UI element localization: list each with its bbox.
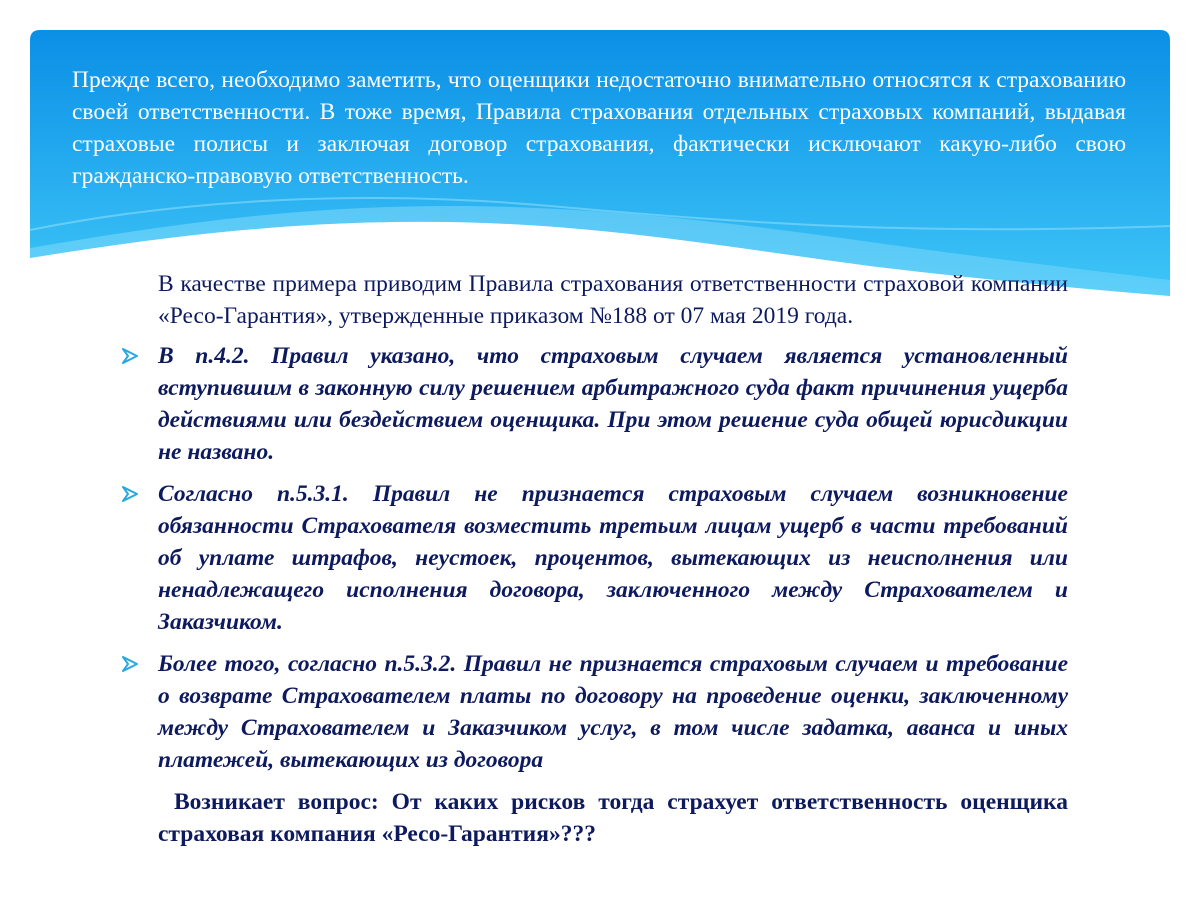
list-item-text: Более того, согласно п.5.3.2. Правил не признается страховым случаем и требование о возврате Страхователем платы по договору на проведение оценки, заключенному между Страхователем и Заказчиком услуг, в том числе задатка, аванса и иных платежей, вытекающих из договора (158, 651, 1068, 773)
question-text: Возникает вопрос: От каких рисков тогда страхует ответственность оценщика страховая компания «Ресо-Гарантия»??? (158, 789, 1068, 847)
rules-list (122, 340, 1068, 776)
list-item (122, 478, 1068, 638)
arrow-bullet-icon (122, 486, 140, 502)
arrow-bullet-icon (122, 348, 140, 364)
question-paragraph (122, 786, 1068, 850)
lead-paragraph: В качестве примера приводим Правила страхования ответственности страховой компании «Ресо-Гарантия», утвержденные приказом №188 от 07 мая 2019 года. (158, 271, 1068, 329)
list-item (122, 340, 1068, 468)
main-content (122, 268, 1068, 850)
list-item-text: Согласно п.5.3.1. Правил не признается страховым случаем возникновение обязанности Страхователя возместить третьим лицам ущерб в части требований об уплате штрафов, неустоек, процентов, вытекающих из неисполнения или ненадлежащего исполнения договора, заключенного между Страхователем и Заказчиком. (158, 481, 1068, 635)
list-item (122, 648, 1068, 776)
list-item-text: В п.4.2. Правил указано, что страховым случаем является установленный вступившим в законную силу решением арбитражного суда факт причинения ущерба действиями или бездействием оценщика. При этом решение суда общей юрисдикции не названо. (158, 343, 1068, 465)
intro-paragraph: Прежде всего, необходимо заметить, что оценщики недостаточно внимательно относятся к страхованию своей ответственности. В тоже время, Правила страхования отдельных страховых компаний, выдавая страховые полисы и заключая договор страхования, фактически исключают какую-либо свою гражданско-правовую ответственность. (72, 67, 1126, 189)
arrow-bullet-icon (122, 656, 140, 672)
